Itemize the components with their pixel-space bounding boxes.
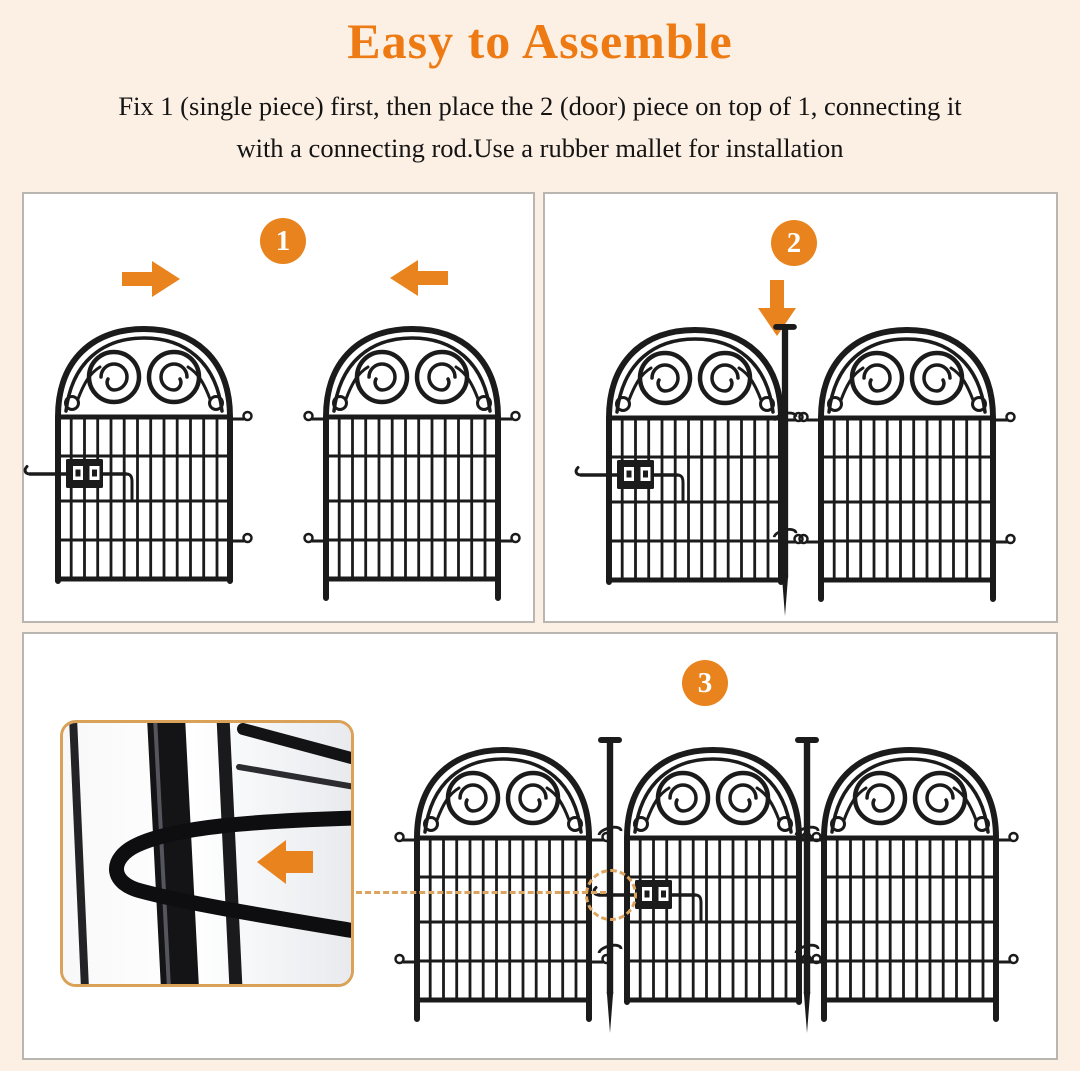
step-1-badge: 1 xyxy=(260,218,306,264)
single-fence-panel-illustration xyxy=(397,744,609,1022)
door-fence-panel-illustration xyxy=(607,744,819,1022)
page-title: Easy to Assemble xyxy=(347,13,733,69)
zoom-highlight-circle xyxy=(585,869,637,921)
single-fence-panel-illustration xyxy=(804,744,1016,1022)
step-2-badge: 2 xyxy=(771,220,817,266)
connecting-rod-illustration xyxy=(793,737,821,1037)
connecting-rod-illustration xyxy=(771,324,799,620)
step-1-panel xyxy=(22,192,535,623)
step-2-panel xyxy=(543,192,1058,623)
arrow-left-icon xyxy=(390,257,448,299)
step-3-panel xyxy=(22,632,1058,1060)
subtitle-line-2: with a connecting rod.Use a rubber mallet for installation xyxy=(236,133,844,163)
connector-dashed-line xyxy=(356,891,606,894)
single-fence-panel-illustration xyxy=(306,323,518,601)
door-fence-panel-illustration xyxy=(589,324,801,602)
subtitle xyxy=(0,85,1080,169)
single-fence-panel-illustration xyxy=(801,324,1013,602)
step-3-badge: 3 xyxy=(682,660,728,706)
door-fence-panel-illustration xyxy=(38,323,250,601)
latch-detail-inset xyxy=(60,720,354,987)
latch-detail-photo xyxy=(63,723,351,984)
arrow-right-icon xyxy=(122,258,180,300)
subtitle-line-1: Fix 1 (single piece) first, then place the 2 (door) piece on top of 1, connecting it xyxy=(118,91,962,121)
